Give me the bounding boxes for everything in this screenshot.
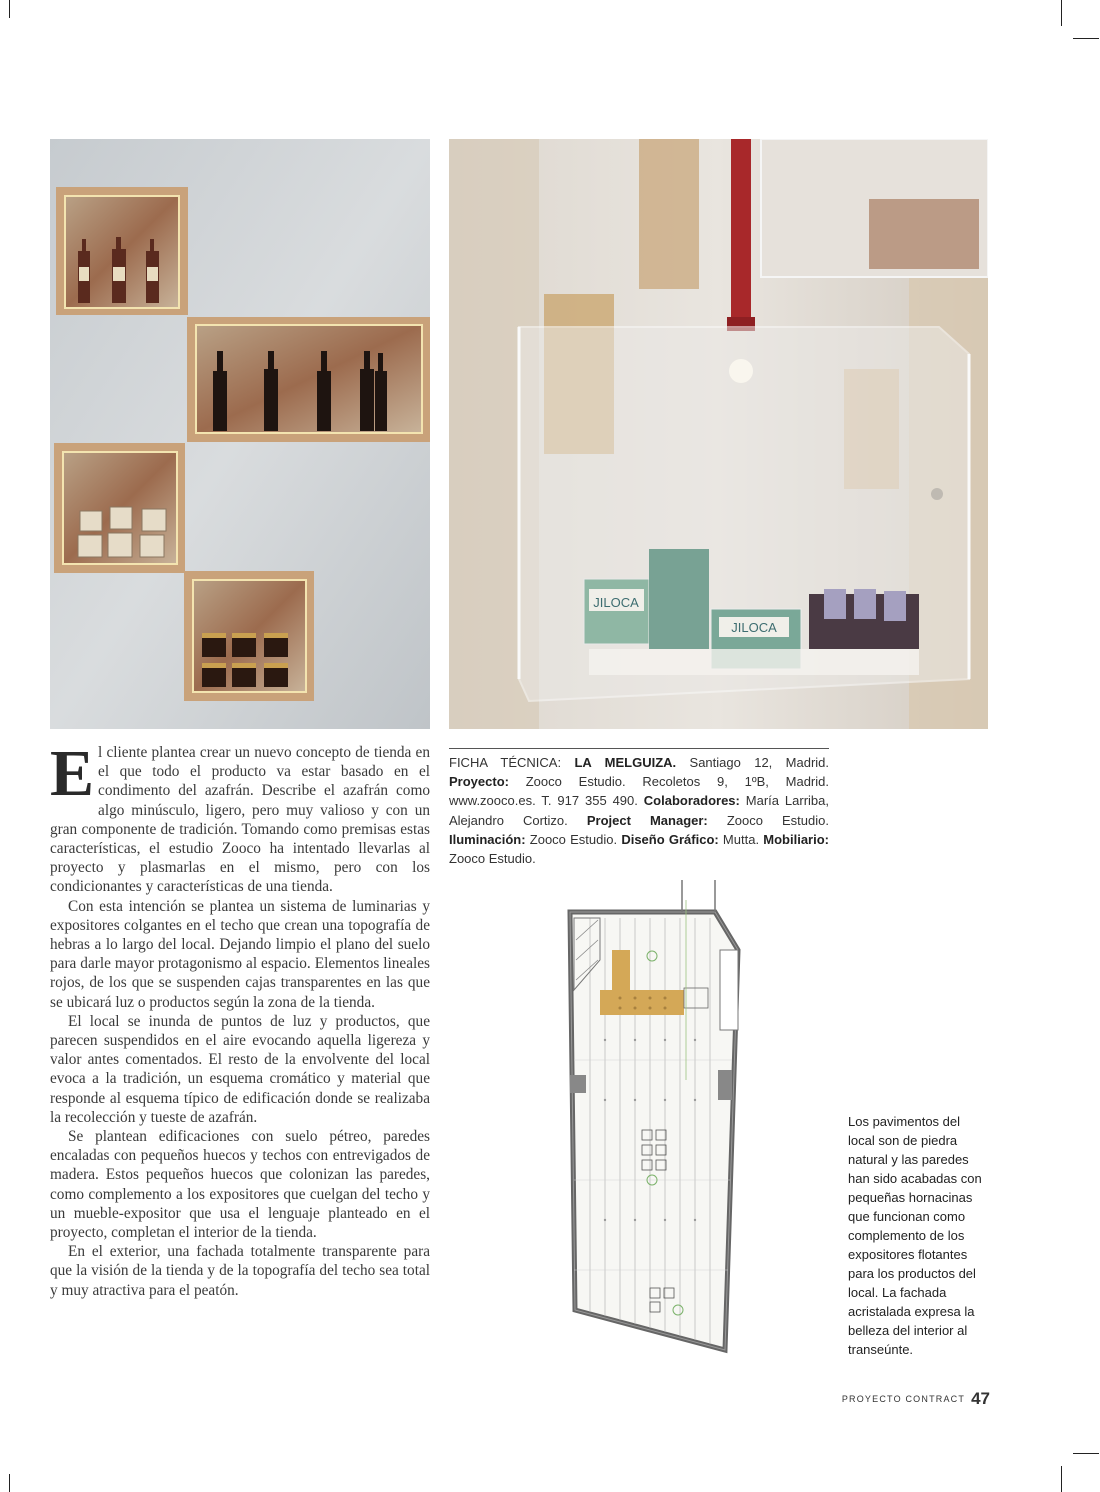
crop-mark [9, 1474, 10, 1492]
ficha-value: Zooco Estudio. Recoletos 9, 1ºB, Madrid. www.zooco.es. T. 917 355 490. [449, 774, 829, 809]
paragraph-text: l cliente plantea crear un nuevo concepto de tienda en el que todo el producto va estar basado en el condimento del azafrán. Describe el azafrán como algo minúsculo, ligero, pero muy valioso y con un gran componente de tradición. Tomando como premisas estas características, el estudio Zooco ha intentado llevarlas al proyecto y plasmarlas en el mismo, pero con los condicionantes y características de una tienda. [50, 744, 430, 896]
ficha-key: Iluminación: [449, 831, 526, 847]
ficha-label: FICHA TÉCNICA: [449, 755, 575, 770]
ficha-value: Zooco Estudio. [449, 851, 536, 867]
product-brand-1: JILOCA [593, 595, 639, 610]
page-number: 47 [971, 1389, 990, 1408]
product-brand-2: JILOCA [731, 620, 777, 635]
ficha-key: Proyecto: [449, 774, 509, 790]
magazine-name: PROYECTO CONTRACT [841, 1394, 966, 1404]
floor-plan-drawing [560, 880, 760, 1360]
photo-wall-niches [50, 139, 430, 729]
ficha-address: Santiago 12, Madrid. [676, 755, 830, 770]
ficha-name: LA MELGUIZA. [574, 755, 677, 770]
ficha-value: Zooco Estudio. [525, 831, 622, 847]
crop-mark [1073, 38, 1099, 39]
ficha-key: Colaboradores: [643, 793, 740, 809]
paragraph: Con esta intención se plantea un sistema de luminarias y expositores colgantes en el techo que crean una topografía de hebras a lo largo del local. Dejando limpio el plano del suelo para darle mayor protagonismo al espacio. Elementos lineales rojos, de los que se suspenden cajas transparentes en las que se ubicará luz o productos según la zona de la tienda. [50, 897, 430, 1011]
ficha-value: Zooco Estudio. [707, 812, 829, 828]
crop-mark [1073, 1453, 1099, 1454]
crop-mark [9, 0, 10, 18]
photo-caption: Los pavimentos del local son de piedra natural y las paredes han sido acabadas con pequeñas hornacinas que funcionan como complemento de los expositores flotantes para los productos del local. La fachada acristalada expresa la belleza del interior al transeúnte. [848, 1114, 982, 1357]
crop-mark [1061, 0, 1062, 26]
photo-acrylic-display [449, 139, 988, 729]
ficha-key: Diseño Gráfico: [621, 831, 719, 847]
page-footer [830, 1389, 990, 1409]
paragraph [50, 737, 430, 897]
ficha-value: María Larriba, Alejandro Cortizo. [449, 793, 829, 828]
paragraph: En el exterior, una fachada totalmente transparente para que la visión de la tienda y de la topografía del techo sea total y muy atractiva para el peatón. [50, 1243, 430, 1299]
article-body [50, 737, 430, 1300]
drop-cap: E [50, 737, 95, 810]
technical-sheet [449, 748, 829, 868]
paragraph: Se plantean edificaciones con suelo pétreo, paredes encaladas con pequeños huecos y techos con entrevigados de madera. Estos pequeños huecos que colonizan las paredes, como complemento a los expositores que cuelgan del techo y un mueble-expositor que usa el lenguaje planteado en el proyecto, completan el interior de la tienda. [50, 1128, 430, 1242]
ficha-key: Project Manager: [586, 812, 708, 828]
display-illustration [449, 139, 988, 729]
ficha-value: Mutta. [718, 831, 764, 847]
niches-illustration [50, 139, 430, 729]
crop-mark [1061, 1466, 1062, 1492]
floor-plan [560, 880, 760, 1360]
ficha-key: Mobiliario: [763, 831, 829, 847]
paragraph: El local se inunda de puntos de luz y productos, que parecen suspendidos en el aire evocando aquella ligereza y valor antes comentados. El resto de la envolvente del local evoca a la tradición, un esquema cromático y material que responde al esquema típico de edificación donde se realizaba la recolección y tueste de azafrán. [50, 1012, 430, 1126]
